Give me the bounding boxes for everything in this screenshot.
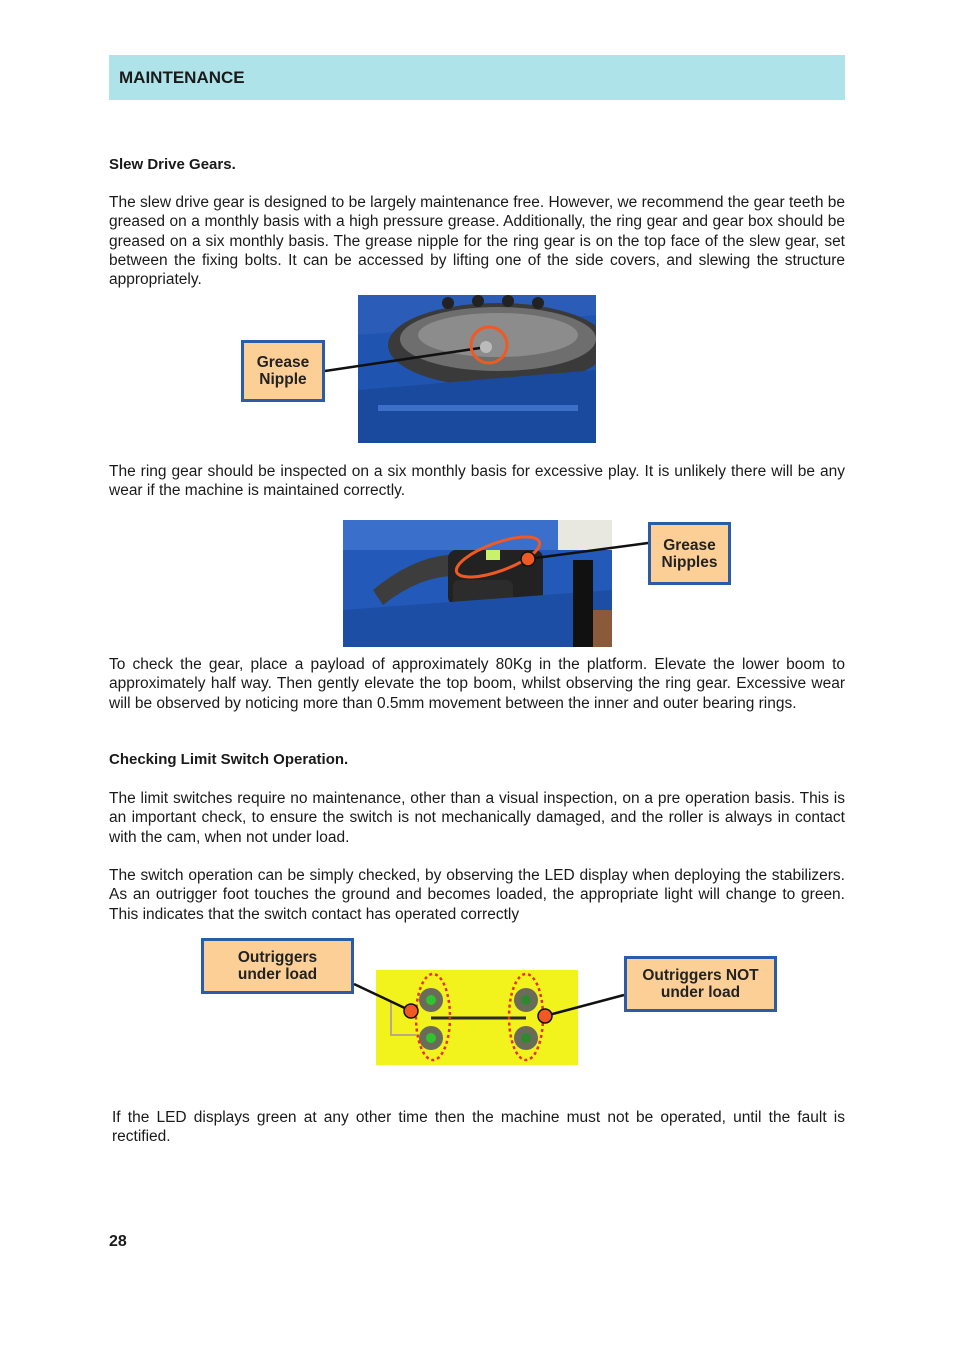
limit-switch-heading: Checking Limit Switch Operation. [109,751,349,768]
page-number: 28 [109,1233,127,1250]
outriggers-not-under-load-callout: Outriggers NOT under load [624,956,777,1012]
section-title: MAINTENANCE [119,68,245,87]
slew-drive-heading: Slew Drive Gears. [109,156,236,173]
slew-drive-paragraph-1: The slew drive gear is designed to be largely maintenance free. However, we recommend the gear teeth be greased on a monthly basis with a high pressure grease. Additionally, the ring gear and gear box should be greased on a six monthly basis. The grease nipple for the ring gear is on the top face of the slew gear, set between the fixing bolts. It can be accessed by lifting one of the side covers, and slewing the structure appropriately. [109,194,845,289]
section-header-bar [109,55,845,100]
limit-switch-paragraph-1: The limit switches require no maintenance, other than a visual inspection, on a pre operation basis. This is an important check, to ensure the switch is not mechanically damaged, and the roller is always in contact with the cam, when not under load. [109,790,845,846]
grease-nipples-callout: Grease Nipples [648,522,731,585]
slew-drive-paragraph-3: To check the gear, place a payload of approximately 80Kg in the platform. Elevate the lower boom to approximately half way. Then gently elevate the top boom, whilst observing the ring gear. Excessive wear will be observed by noticing more than 0.5mm movement between the inner and outer bearing rings. [109,656,845,712]
led-display-panel [376,970,578,1065]
slew-drive-paragraph-2: The ring gear should be inspected on a six monthly basis for excessive play. It is unlikely there will be any wear if the machine is maintained correctly. [109,463,845,500]
outriggers-under-load-callout: Outriggers under load [201,938,354,994]
limit-switch-paragraph-2: The switch operation can be simply checked, by observing the LED display when deploying the stabilizers. As an outrigger foot touches the ground and becomes loaded, the appropriate light will change to green. This indicates that the switch contact has operated correctly [109,867,845,923]
gearbox-photo [343,520,612,647]
slew-gear-photo [358,295,596,443]
grease-nipple-callout: Grease Nipple [241,340,325,402]
limit-switch-paragraph-3: If the LED displays green at any other time then the machine must not be operated, until the fault is rectified. [112,1109,845,1146]
